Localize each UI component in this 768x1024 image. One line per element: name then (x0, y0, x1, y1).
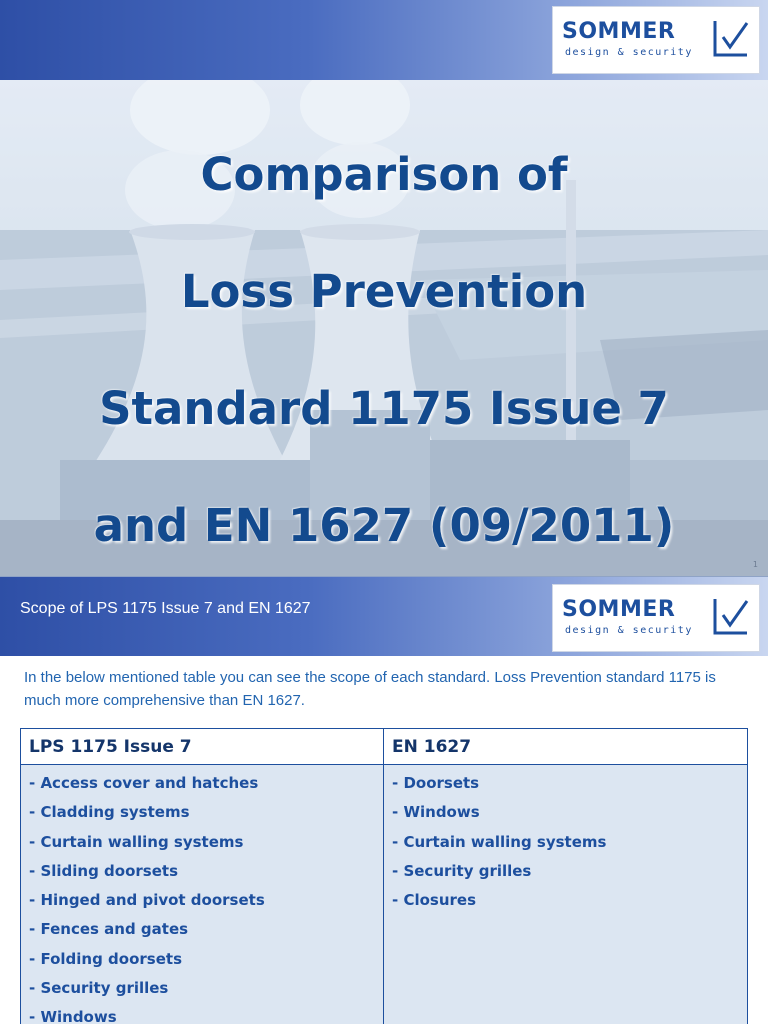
slide-divider (0, 576, 768, 577)
title-line: Comparison of (200, 148, 568, 201)
scope-table (20, 728, 748, 1024)
list-item: - Hinged and pivot doorsets (29, 891, 265, 910)
list-item: - Security grilles (29, 979, 169, 998)
list-item: - Cladding systems (29, 803, 190, 822)
slide-header-title: Scope of LPS 1175 Issue 7 and EN 1627 (20, 600, 311, 617)
en-column (384, 765, 747, 1024)
title-line: Loss Prevention (180, 265, 588, 318)
sommer-logo (552, 6, 760, 74)
logo-check-icon (713, 595, 749, 635)
title-line: and EN 1627 (09/2011) (93, 499, 675, 552)
logo-check-icon (713, 17, 749, 57)
intro-paragraph: In the below mentioned table you can see the scope of each standard. Loss Prevention standard 1175 is much more comprehensive than EN 1627. (24, 669, 716, 709)
list-item: - Closures (392, 891, 477, 910)
logo-wordmark: SOMMER (562, 19, 676, 44)
list-item: - Curtain walling systems (29, 832, 244, 851)
list-item: - Curtain walling systems (392, 832, 607, 851)
page-number: 1 (752, 560, 758, 569)
sommer-logo (552, 584, 760, 652)
logo-wordmark: SOMMER (562, 597, 676, 622)
list-item: - Windows (29, 1008, 117, 1024)
table-header-en: EN 1627 (384, 729, 747, 765)
table-header-lps: LPS 1175 Issue 7 (21, 729, 384, 765)
list-item: - Folding doorsets (29, 949, 182, 968)
list-item: - Windows (392, 803, 480, 822)
logo-tagline: design & security (565, 47, 693, 58)
slide-title (0, 116, 768, 576)
list-item: - Access cover and hatches (29, 774, 259, 792)
list-item: - Security grilles (392, 861, 532, 880)
list-item: - Fences and gates (29, 920, 189, 939)
logo-tagline: design & security (565, 625, 693, 636)
title-line: Standard 1175 Issue 7 (99, 382, 669, 435)
scope-slide (0, 576, 768, 1024)
lps-column (21, 765, 384, 1024)
list-item: - Doorsets (392, 774, 480, 792)
list-item: - Sliding doorsets (29, 861, 178, 880)
